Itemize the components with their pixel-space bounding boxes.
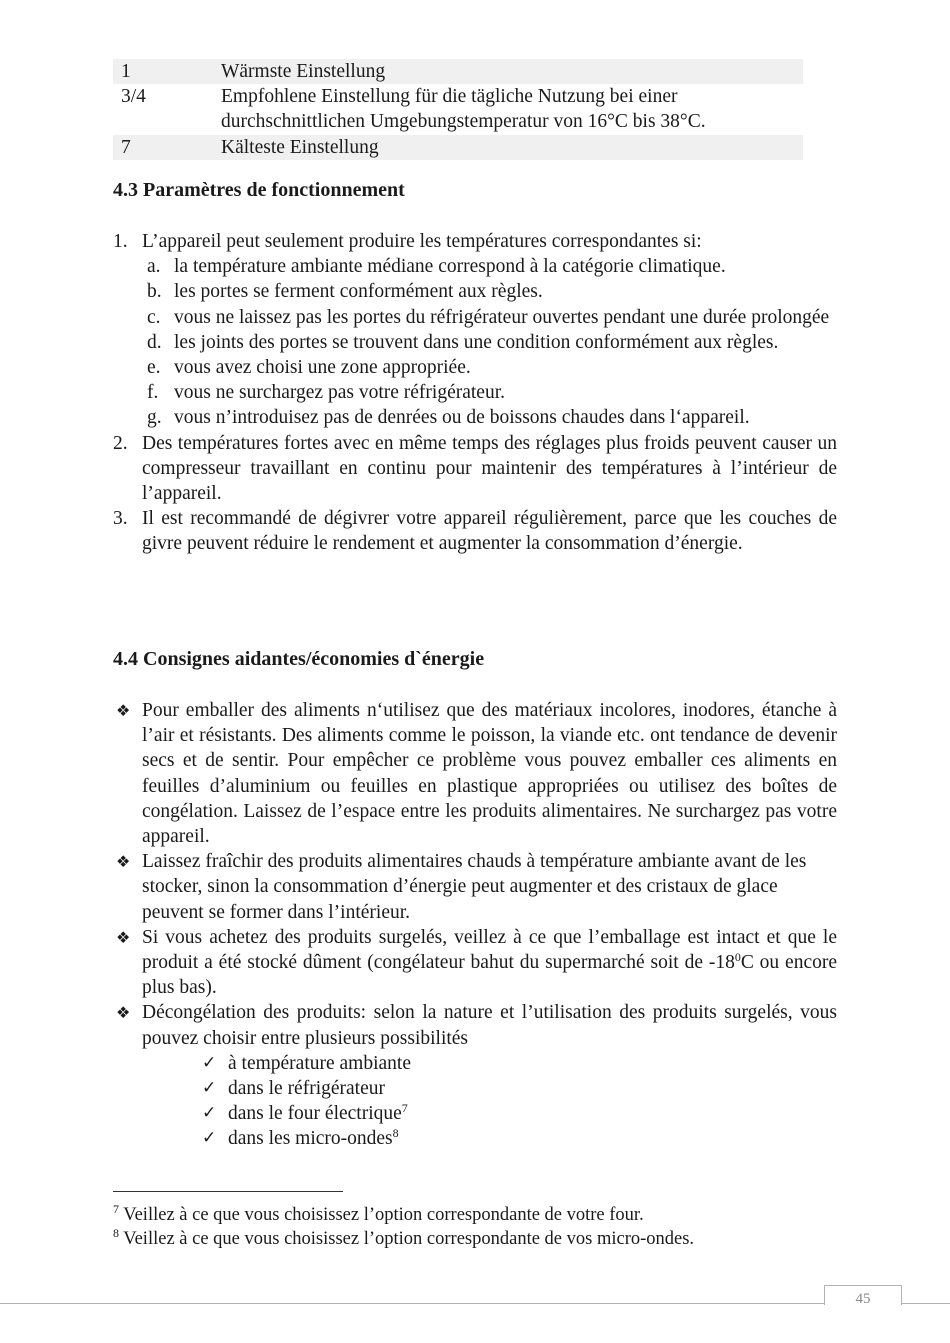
- check-item: [113, 1101, 837, 1126]
- bullet-text: Pour emballer des aliments n‘utilisez que des matériaux incolores, inodores, étanche à l’air et résistants. Des aliments comme le poisson, la viande etc. ont tendance de devenir secs et de sentir. Pour empêcher ce problème vous pouvez emballer ces aliments en feuilles d’aluminium ou feuilles en plastique appropriées ou utilisez des boîtes de congélation. Laissez de l’espace entre les produits alimentaires. Ne surchargez pas votre appareil.: [142, 700, 837, 848]
- footnote-ref[interactable]: 8: [392, 1126, 399, 1141]
- list-number: 1.: [113, 231, 128, 252]
- sub-list-letter: d.: [147, 331, 162, 353]
- section-heading-4-4: 4.4 Consignes aidantes/économies d`énergie: [113, 648, 485, 670]
- list-number: 3.: [113, 508, 128, 530]
- sub-list-item: [113, 405, 837, 430]
- footnote-number: 7: [113, 1202, 119, 1216]
- check-text: dans le réfrigérateur: [228, 1078, 385, 1100]
- page-number: 45: [824, 1285, 902, 1305]
- sub-list-text: vous ne surchargez pas votre réfrigérateur.: [174, 382, 505, 404]
- table-cell-description: Wärmste Einstellung: [221, 61, 386, 82]
- sub-list-item: [113, 254, 837, 279]
- sub-list-letter: c.: [147, 306, 161, 328]
- list-number: 2.: [113, 432, 128, 454]
- list-item: [113, 431, 837, 507]
- table-row: [113, 59, 803, 84]
- bullet-text: Si vous achetez des produits surgelés, veillez à ce que l’emballage est intact et que le produit a été stocké dûment (congélateur bahut du supermarché soit de -18: [142, 926, 837, 974]
- table-cell-description: Empfohlene Einstellung für die tägliche Nutzung bei einer durchschnittlichen Umgebungstemperatur von 16°C bis 38°C.: [221, 86, 706, 133]
- table-row: [113, 84, 803, 134]
- sub-list-text: les portes se ferment conformément aux règles.: [174, 281, 543, 303]
- list-item-text: L’appareil peut seulement produire les températures correspondantes si:: [142, 231, 702, 252]
- sub-list-letter: b.: [147, 281, 162, 303]
- footnote-number: 8: [113, 1226, 119, 1240]
- bullet-item: [113, 698, 837, 849]
- footnote-ref[interactable]: 7: [401, 1101, 408, 1116]
- settings-table: [113, 59, 803, 160]
- sub-list-item: [113, 380, 837, 405]
- bullet-text: C ou encore plus bas).: [142, 952, 837, 999]
- bullet-text: Décongélation des produits: selon la nature et l’utilisation des produits surgelés, vous pouvez choisir entre plusieurs possibilités: [142, 1002, 837, 1049]
- diamond-bullet-icon: ❖: [116, 701, 131, 720]
- list-item: [113, 506, 837, 556]
- list-item-text: Il est recommandé de dégivrer votre appareil régulièrement, parce que les couches de givre peuvent réduire le rendement et augmenter la consommation d’énergie.: [142, 508, 837, 555]
- sub-list-item: [113, 305, 837, 330]
- table-row: [113, 135, 803, 160]
- superscript: 0: [734, 950, 741, 965]
- table-cell-description: Kälteste Einstellung: [221, 136, 379, 158]
- sub-list-text: les joints des portes se trouvent dans une condition conformément aux règles.: [174, 331, 779, 353]
- sub-list-item: [113, 330, 837, 355]
- energy-tips-list: [113, 698, 837, 1152]
- check-item: [113, 1076, 837, 1101]
- table-cell-level: 3/4: [121, 86, 146, 108]
- check-text: dans les micro-ondes: [228, 1128, 393, 1150]
- footnotes: [113, 1203, 837, 1251]
- diamond-bullet-icon: ❖: [116, 927, 131, 947]
- sub-list-text: vous ne laissez pas les portes du réfrigérateur ouvertes pendant une durée prolongée: [174, 306, 830, 328]
- table-cell-level: 1: [121, 61, 131, 82]
- footnote-text: Veillez à ce que vous choisissez l’option correspondante de votre four.: [119, 1205, 644, 1225]
- table-cell-level: 7: [121, 136, 131, 158]
- sub-list-text: vous n’introduisez pas de denrées ou de boissons chaudes dans l‘appareil.: [174, 407, 750, 429]
- check-item: [113, 1051, 837, 1076]
- sub-list-item: [113, 355, 837, 380]
- footer-divider: [0, 1303, 950, 1304]
- checkmark-icon: ✓: [202, 1103, 217, 1124]
- checkmark-icon: ✓: [202, 1052, 217, 1073]
- footnote: [113, 1227, 837, 1251]
- sub-list-text: la température ambiante médiane correspond à la catégorie climatique.: [174, 256, 726, 278]
- sub-list-item: [113, 279, 837, 304]
- bullet-item: [113, 849, 837, 925]
- sub-list-text: vous avez choisi une zone appropriée.: [174, 357, 471, 379]
- sub-list-letter: e.: [147, 357, 161, 379]
- check-text: à température ambiante: [228, 1052, 411, 1074]
- section-heading-4-3: 4.3 Paramètres de fonctionnement: [113, 179, 405, 201]
- checkmark-icon: ✓: [202, 1128, 217, 1149]
- bullet-text: Laissez fraîchir des produits alimentaires chauds à température ambiante avant de les stocker, sinon la consommation d’énergie peut augmenter et des cristaux de glace peuvent se former dans l’intérieur.: [142, 851, 807, 923]
- footnote-text: Veillez à ce que vous choisissez l’option correspondante de vos micro-ondes.: [119, 1229, 695, 1249]
- bullet-item: [113, 1000, 837, 1050]
- sub-list-letter: g.: [147, 407, 162, 429]
- sub-list-letter: a.: [147, 256, 161, 278]
- operating-parameters-list: [113, 229, 837, 557]
- footnote-divider: [113, 1191, 343, 1192]
- diamond-bullet-icon: ❖: [116, 1003, 131, 1023]
- list-item-text: Des températures fortes avec en même temps des réglages plus froids peuvent causer un compresseur travaillant en continu pour maintenir des températures à l’intérieur de l’appareil.: [142, 432, 837, 505]
- checkmark-icon: ✓: [202, 1078, 217, 1099]
- list-item: [113, 229, 837, 254]
- check-item: [113, 1126, 837, 1151]
- bullet-item: [113, 925, 837, 1001]
- diamond-bullet-icon: ❖: [116, 852, 131, 872]
- sub-list-letter: f.: [147, 382, 159, 404]
- check-text: dans le four électrique: [228, 1103, 402, 1125]
- footnote: [113, 1203, 837, 1227]
